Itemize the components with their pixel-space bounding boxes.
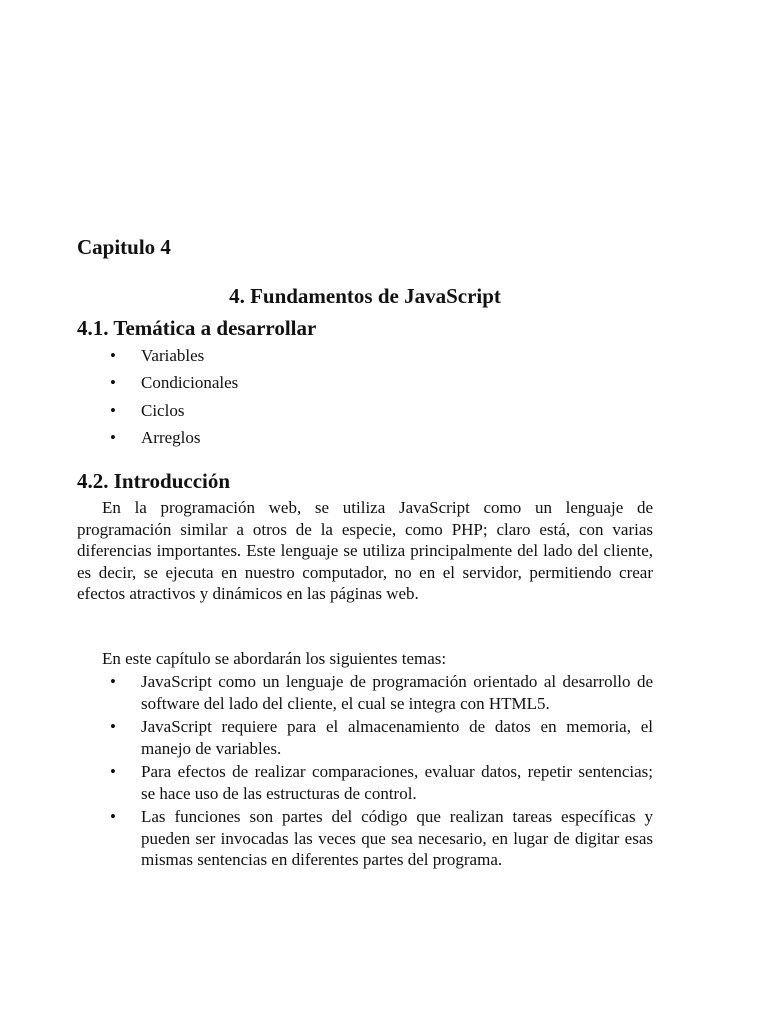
bullet-icon: • xyxy=(110,762,116,781)
topics-list xyxy=(77,345,238,454)
list-item-text: Arreglos xyxy=(141,427,201,447)
list-item xyxy=(77,400,238,427)
chapter-title: 4. Fundamentos de JavaScript xyxy=(229,284,501,308)
list-item-text: JavaScript requiere para el almacenamiento de datos en memoria, el manejo de variables. xyxy=(141,717,653,758)
bullet-icon: • xyxy=(110,807,116,826)
chapter-label: Capitulo 4 xyxy=(77,235,171,259)
list-item xyxy=(77,372,238,399)
list-item xyxy=(77,427,238,454)
list-item xyxy=(77,761,653,804)
section-heading-tematica: 4.1. Temática a desarrollar xyxy=(77,316,317,340)
list-item-text: Las funciones son partes del código que realizan tareas específicas y pueden ser invocadas las veces que sea necesario, en lugar de digitar esas mismas sentencias en diferentes partes del programa. xyxy=(141,807,653,869)
list-item xyxy=(77,806,653,871)
intro-paragraph: En la programación web, se utiliza JavaScript como un lenguaje de programación similar a otros de la especie, como PHP; claro está, con varias diferencias importantes. Este lenguaje se utiliza principalmente del lado del cliente, es decir, se ejecuta en nuestro computador, no en el servidor, permitiendo crear efectos atractivos y dinámicos en las páginas web. xyxy=(77,498,653,603)
list-item-text: Ciclos xyxy=(141,400,185,420)
list-item xyxy=(77,345,238,372)
bullet-icon: • xyxy=(110,672,116,691)
list-item-text: Para efectos de realizar comparaciones, evaluar datos, repetir sentencias; se hace uso de las estructuras de control. xyxy=(141,762,653,803)
bullet-icon: • xyxy=(110,373,116,393)
list-item-text: JavaScript como un lenguaje de programación orientado al desarrollo de software del lado del cliente, el cual se integra con HTML5. xyxy=(141,672,653,713)
bullet-icon: • xyxy=(110,346,116,365)
themes-lead-text: En este capítulo se abordarán los siguientes temas: xyxy=(102,649,447,668)
list-item-text: Variables xyxy=(141,346,205,365)
bullet-icon: • xyxy=(110,717,116,736)
themes-list xyxy=(77,671,653,873)
section-heading-introduccion: 4.2. Introducción xyxy=(77,469,231,493)
bullet-icon: • xyxy=(110,427,116,447)
list-item xyxy=(77,716,653,759)
list-item-text: Condicionales xyxy=(141,373,239,393)
bullet-icon: • xyxy=(110,400,116,420)
list-item xyxy=(77,671,653,714)
